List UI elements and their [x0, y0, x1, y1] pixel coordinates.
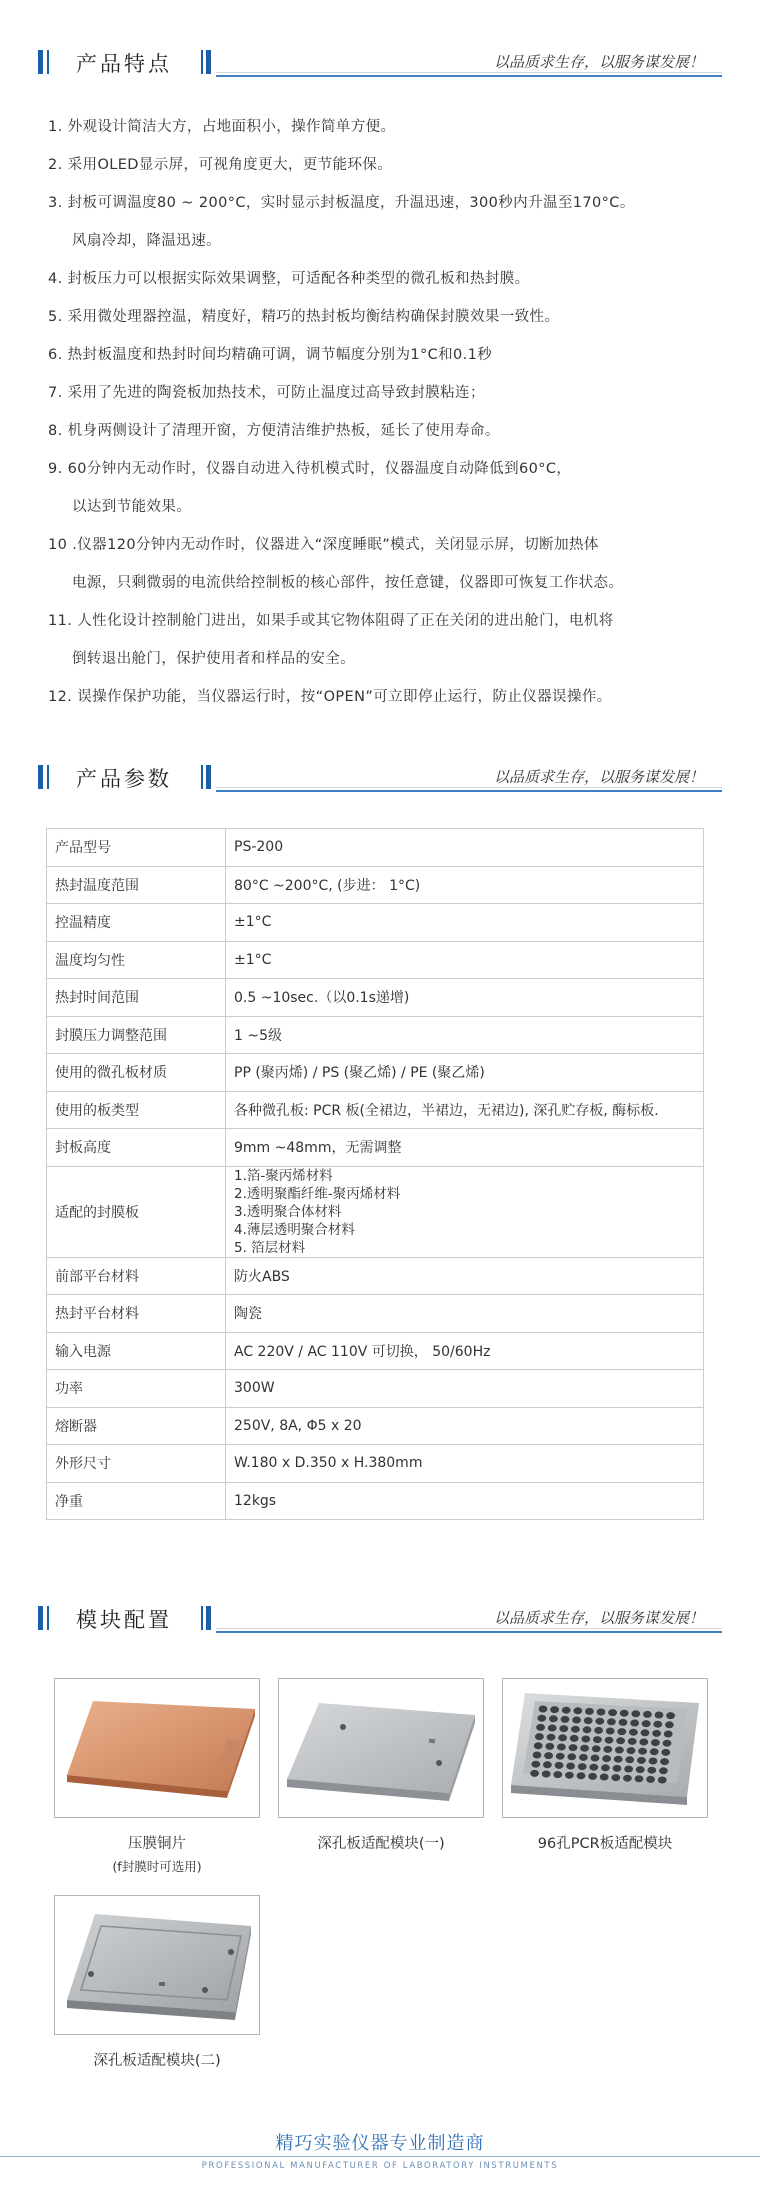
pcr-well-hole	[539, 1706, 548, 1713]
modules-section-header	[38, 1598, 722, 1638]
pcr-well-hole	[605, 1737, 614, 1744]
feature-item: 11. 人性化设计控制舱门进出，如果手或其它物体阻碍了正在关闭的进出舱门，电机将	[48, 613, 614, 629]
pcr-well-hole	[543, 1761, 552, 1768]
pcr-well-hole	[625, 1756, 634, 1763]
header-accent-bar	[47, 1606, 49, 1630]
params-row	[47, 1445, 704, 1483]
params-row	[47, 1295, 704, 1333]
pcr-well-hole	[661, 1749, 670, 1756]
pcr-well-hole	[558, 1734, 567, 1741]
params-row	[47, 866, 704, 904]
pcr-well-hole	[651, 1739, 660, 1746]
slogan: 以品质求生存，以服务谋发展！	[493, 53, 704, 71]
header-accent-bar	[201, 1606, 203, 1630]
footer-title: 精巧实验仪器专业制造商	[275, 2133, 485, 2154]
pcr-well-hole	[591, 1755, 600, 1762]
pcr-well-hole	[607, 1718, 616, 1725]
pcr-well-hole	[631, 1710, 640, 1717]
param-value-line: 5. 箔层材料	[234, 1239, 306, 1256]
pcr-well-hole	[629, 1729, 638, 1736]
module-image	[278, 1678, 484, 1818]
pcr-well-hole	[614, 1756, 623, 1763]
pcr-well-hole	[655, 1712, 664, 1719]
params-row	[47, 1370, 704, 1408]
pcr-well-hole	[642, 1720, 651, 1727]
pcr-well-hole	[545, 1743, 554, 1750]
pcr-well-hole	[600, 1774, 609, 1781]
pcr-well-hole	[592, 1745, 601, 1752]
header-divider	[216, 1628, 722, 1629]
module-caption: 深孔板适配模块(二)	[93, 2053, 221, 2069]
header-accent-bar	[201, 50, 203, 74]
params-row	[47, 1407, 704, 1445]
pcr-well-hole	[585, 1708, 594, 1715]
feature-item: 12. 误操作保护功能，当仪器运行时，按“OPEN”可立即停止运行，防止仪器误操作。	[48, 689, 612, 705]
pcr-well-hole	[615, 1747, 624, 1754]
pcr-well-hole	[565, 1772, 574, 1779]
params-row	[47, 829, 704, 867]
param-label: 输入电源	[47, 1332, 226, 1370]
params-row	[47, 1332, 704, 1370]
module-image	[502, 1678, 708, 1818]
pcr-well-hole	[638, 1748, 647, 1755]
module-image	[54, 1895, 260, 2035]
feature-item: 倒转退出舱门，保护使用者和样品的安全。	[72, 651, 356, 667]
header-divider	[216, 787, 722, 788]
param-value: W.180 x D.350 x H.380mm	[226, 1445, 704, 1483]
pcr-well-hole	[659, 1767, 668, 1774]
header-accent-bar	[47, 50, 49, 74]
pcr-well-hole	[530, 1770, 539, 1777]
pcr-well-hole	[602, 1755, 611, 1762]
pcr-well-hole	[658, 1777, 667, 1784]
header-accent-bar	[206, 50, 211, 74]
param-value: 防火ABS	[226, 1257, 704, 1295]
pcr-well-hole	[584, 1717, 593, 1724]
pcr-well-hole	[557, 1744, 566, 1751]
param-label: 热封平台材料	[47, 1295, 226, 1333]
module-image	[54, 1678, 260, 1818]
feature-item: 以达到节能效果。	[72, 499, 192, 515]
feature-item: 10 .仪器120分钟内无动作时，仪器进入“深度睡眠”模式，关闭显示屏，切断加热体	[48, 537, 599, 553]
pcr-well-hole	[577, 1772, 586, 1779]
module-caption: 96孔PCR板适配模块	[537, 1836, 673, 1852]
pcr-well-hole	[637, 1757, 646, 1764]
pcr-well-hole	[601, 1764, 610, 1771]
param-label: 外形尺寸	[47, 1445, 226, 1483]
pcr-well-hole	[611, 1774, 620, 1781]
feature-item: 3. 封板可调温度80 ~ 200°C，实时显示封板温度，升温迅速，300秒内升温至170°C。	[48, 195, 635, 211]
param-value: PP (聚丙烯) / PS (聚乙烯) / PE (聚乙烯)	[226, 1054, 704, 1092]
param-label: 前部平台材料	[47, 1257, 226, 1295]
pcr-well-hole	[597, 1709, 606, 1716]
param-label: 封板高度	[47, 1129, 226, 1167]
param-value: PS-200	[226, 829, 704, 867]
module-card[interactable]	[502, 1678, 708, 1853]
pcr-well-hole	[606, 1728, 615, 1735]
feature-item: 2. 采用OLED显示屏，可视角度更大，更节能环保。	[48, 157, 393, 173]
pcr-well-hole	[573, 1707, 582, 1714]
pcr-well-hole	[643, 1711, 652, 1718]
pcr-well-hole	[559, 1725, 568, 1732]
pcr-well-hole	[537, 1715, 546, 1722]
pcr-well-hole	[547, 1734, 556, 1741]
pcr-well-hole	[566, 1763, 575, 1770]
header-divider	[216, 790, 722, 792]
pcr-96-adapter-icon	[503, 1679, 707, 1817]
params-row	[47, 1129, 704, 1167]
params-row	[47, 1166, 704, 1257]
pcr-well-hole	[562, 1707, 571, 1714]
pcr-well-hole	[593, 1736, 602, 1743]
feature-item: 5. 采用微处理器控温，精度好，精巧的热封板均衡结构确保封膜效果一致性。	[48, 309, 560, 325]
features-list	[48, 108, 728, 716]
pcr-well-hole	[617, 1728, 626, 1735]
param-label: 封膜压力调整范围	[47, 1016, 226, 1054]
pcr-well-hole	[581, 1736, 590, 1743]
footer-subtitle: PROFESSIONAL MANUFACTURER OF LABORATORY INSTRUMENTS	[201, 2161, 559, 2171]
feature-item: 1. 外观设计简洁大方，占地面积小，操作简单方便。	[48, 119, 396, 135]
deepwell-adapter-2-icon	[55, 1896, 259, 2034]
slogan: 以品质求生存，以服务谋发展！	[493, 768, 704, 786]
pcr-well-hole	[595, 1718, 604, 1725]
param-value: 9mm ~48mm，无需调整	[226, 1129, 704, 1167]
param-label: 热封温度范围	[47, 866, 226, 904]
pcr-well-hole	[556, 1753, 565, 1760]
pcr-well-hole	[553, 1771, 562, 1778]
pcr-well-hole	[630, 1720, 639, 1727]
param-value-line: 3.透明聚合体材料	[234, 1203, 342, 1220]
pcr-well-hole	[588, 1773, 597, 1780]
pcr-well-hole	[579, 1754, 588, 1761]
param-value: 12kgs	[226, 1482, 704, 1520]
pcr-well-hole	[663, 1740, 672, 1747]
pcr-well-hole	[589, 1764, 598, 1771]
param-value: 300W	[226, 1370, 704, 1408]
pcr-well-hole	[620, 1710, 629, 1717]
pcr-well-hole	[635, 1775, 644, 1782]
pcr-well-hole	[623, 1775, 632, 1782]
pcr-well-hole	[664, 1731, 673, 1738]
params-row	[47, 1257, 704, 1295]
pcr-well-hole	[569, 1744, 578, 1751]
param-label: 产品型号	[47, 829, 226, 867]
header-divider	[216, 1631, 722, 1633]
pcr-well-hole	[571, 1726, 580, 1733]
pcr-well-hole	[603, 1746, 612, 1753]
pcr-well-hole	[533, 1752, 542, 1759]
param-label: 控温精度	[47, 904, 226, 942]
param-value: AC 220V / AC 110V 可切换， 50/60Hz	[226, 1332, 704, 1370]
pcr-well-hole	[567, 1753, 576, 1760]
pcr-well-hole	[555, 1762, 564, 1769]
pcr-well-hole	[613, 1765, 622, 1772]
module-caption: 深孔板适配模块(一)	[317, 1836, 445, 1852]
param-value: 各种微孔板: PCR 板(全裙边，半裙边，无裙边), 深孔贮存板, 酶标板.	[226, 1091, 704, 1129]
param-value-line: 2.透明聚酯纤维-聚丙烯材料	[234, 1185, 401, 1202]
param-label: 功率	[47, 1370, 226, 1408]
pcr-well-hole	[531, 1761, 540, 1768]
pcr-well-hole	[549, 1715, 558, 1722]
pcr-well-hole	[542, 1771, 551, 1778]
param-value-line: 4.薄层透明聚合材料	[234, 1221, 355, 1238]
pcr-well-hole	[666, 1712, 675, 1719]
params-table	[46, 828, 704, 1520]
pcr-well-hole	[649, 1758, 658, 1765]
param-label: 使用的板类型	[47, 1091, 226, 1129]
header-accent-bar	[38, 1606, 43, 1630]
pcr-well-hole	[548, 1725, 557, 1732]
param-label: 熔断器	[47, 1407, 226, 1445]
pcr-well-hole	[544, 1752, 553, 1759]
feature-item: 电源，只剩微弱的电流供给控制板的核心部件，按任意键，仪器即可恢复工作状态。	[72, 575, 624, 591]
params-row	[47, 979, 704, 1017]
feature-item: 9. 60分钟内无动作时，仪器自动进入待机模式时，仪器温度自动降低到60°C，	[48, 461, 572, 477]
params-row	[47, 1091, 704, 1129]
pcr-well-hole	[636, 1766, 645, 1773]
params-title: 产品参数	[76, 767, 172, 791]
feature-item: 7. 采用了先进的陶瓷板加热技术，可防止温度过高导致封膜粘连；	[48, 385, 485, 401]
feature-item: 4. 封板压力可以根据实际效果调整，可适配各种类型的微孔板和热封膜。	[48, 271, 530, 287]
pcr-well-hole	[578, 1763, 587, 1770]
pcr-well-hole	[646, 1776, 655, 1783]
slogan: 以品质求生存，以服务谋发展！	[493, 1609, 704, 1627]
pcr-well-hole	[580, 1745, 589, 1752]
param-label: 净重	[47, 1482, 226, 1520]
pcr-well-hole	[641, 1729, 650, 1736]
header-accent-bar	[47, 765, 49, 789]
pcr-well-hole	[570, 1735, 579, 1742]
pcr-well-hole	[536, 1724, 545, 1731]
param-value: 0.5 ~10sec.（以0.1s递增)	[226, 979, 704, 1017]
features-section-header	[38, 42, 722, 82]
header-accent-bar	[206, 1606, 211, 1630]
pcr-well-hole	[534, 1742, 543, 1749]
module-card[interactable]	[278, 1678, 484, 1853]
pcr-well-hole	[665, 1721, 674, 1728]
param-label: 适配的封膜板	[47, 1166, 226, 1257]
modules-title: 模块配置	[76, 1608, 172, 1632]
pcr-well-hole	[608, 1709, 617, 1716]
param-value: 1 ~5级	[226, 1016, 704, 1054]
pcr-well-hole	[561, 1716, 570, 1723]
pcr-well-hole	[639, 1739, 648, 1746]
params-row	[47, 1054, 704, 1092]
module-card[interactable]	[54, 1895, 260, 2070]
pcr-well-hole	[535, 1733, 544, 1740]
pcr-well-hole	[653, 1721, 662, 1728]
pcr-well-hole	[550, 1706, 559, 1713]
pcr-well-hole	[628, 1738, 637, 1745]
param-value: 陶瓷	[226, 1295, 704, 1333]
param-value	[226, 1166, 704, 1257]
param-value: ±1°C	[226, 941, 704, 979]
module-caption: 压膜铜片	[128, 1836, 186, 1852]
pcr-well-hole	[652, 1730, 661, 1737]
module-card[interactable]	[54, 1678, 260, 1875]
feature-item: 6. 热封板温度和热封时间均精确可调，调节幅度分别为1°C和0.1秒	[48, 347, 493, 363]
pcr-well-hole	[572, 1717, 581, 1724]
header-accent-bar	[38, 50, 43, 74]
module-subcaption: (f封膜时可选用)	[112, 1859, 202, 1874]
pcr-well-hole	[660, 1758, 669, 1765]
header-divider	[216, 75, 722, 77]
pcr-well-hole	[619, 1719, 628, 1726]
param-value: 80°C ~200°C, (步进： 1°C)	[226, 866, 704, 904]
param-label: 温度均匀性	[47, 941, 226, 979]
deepwell-adapter-icon	[279, 1679, 483, 1817]
feature-item: 8. 机身两侧设计了清理开窗，方便清洁维护热板，延长了使用寿命。	[48, 423, 500, 439]
header-accent-bar	[38, 765, 43, 789]
pcr-well-hole	[650, 1748, 659, 1755]
params-row	[47, 1016, 704, 1054]
feature-item: 风扇冷却，降温迅速。	[72, 233, 221, 249]
param-label: 热封时间范围	[47, 979, 226, 1017]
pcr-well-hole	[594, 1727, 603, 1734]
features-title: 产品特点	[76, 52, 172, 76]
copper-plate-icon	[55, 1679, 259, 1817]
params-row	[47, 941, 704, 979]
pcr-well-hole	[616, 1737, 625, 1744]
params-row	[47, 1482, 704, 1520]
header-accent-bar	[206, 765, 211, 789]
pcr-well-hole	[624, 1766, 633, 1773]
param-value: ±1°C	[226, 904, 704, 942]
param-value-line: 1.箔-聚丙烯材料	[234, 1167, 333, 1184]
pcr-well-hole	[647, 1767, 656, 1774]
header-accent-bar	[201, 765, 203, 789]
pcr-well-hole	[583, 1726, 592, 1733]
param-label: 使用的微孔板材质	[47, 1054, 226, 1092]
param-value: 250V, 8A, Φ5 x 20	[226, 1407, 704, 1445]
pcr-well-hole	[627, 1747, 636, 1754]
params-section-header	[38, 757, 722, 797]
header-divider	[216, 72, 722, 73]
footer-divider	[0, 2156, 760, 2157]
params-row	[47, 904, 704, 942]
